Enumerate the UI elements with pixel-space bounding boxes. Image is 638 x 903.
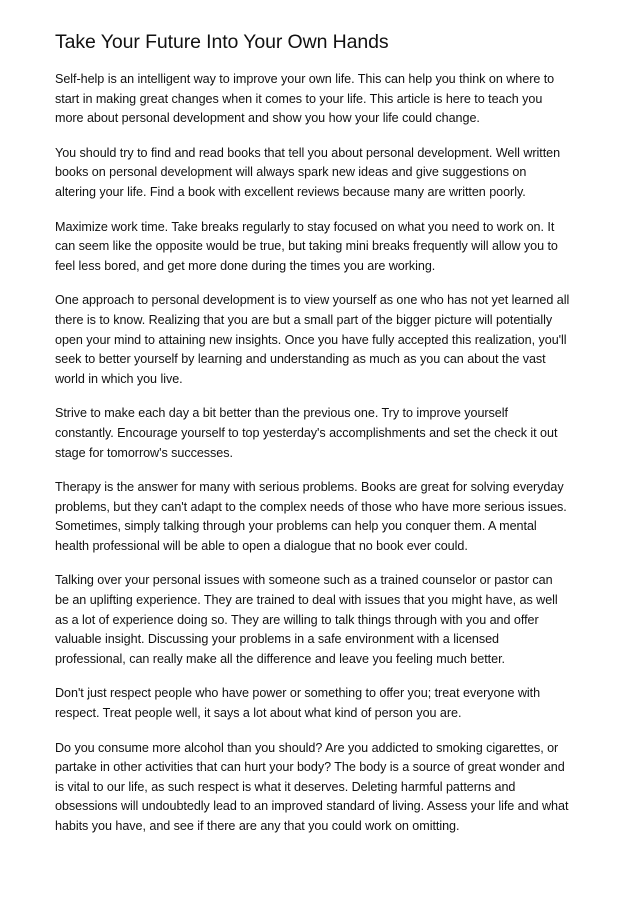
paragraph-line: Don't just respect people who have power or something to offer you; treat everyone with [55,686,541,701]
paragraph-line: Do you consume more alcohol than you should? Are you addicted to smoking cigarettes, or [55,740,559,755]
paragraph-7 [55,571,592,669]
paragraph-8 [55,684,592,723]
document-body [55,70,592,837]
paragraph-line: books on personal development will always spark new ideas and give suggestions on [55,165,527,180]
paragraph-9 [55,739,592,837]
paragraph-line: One approach to personal development is to view yourself as one who has not yet learned all [55,293,570,308]
paragraph-4 [55,291,592,389]
paragraph-line: Self-help is an intelligent way to improve your own life. This can help you think on where to [55,72,555,86]
paragraph-line: world in which you live. [55,371,183,386]
paragraph-line: professional, can really make all the difference and leave you feeling much better. [55,651,505,666]
paragraph-line: is vital to our life, as such respect is what it deserves. Deleting harmful patterns and [55,779,516,794]
paragraph-line: problems, but they can't adapt to the complex needs of those who have more serious issues. [55,499,567,514]
paragraph-line: constantly. Encourage yourself to top yesterday's accomplishments and set the check it out [55,425,558,440]
paragraph-line: partake in other activities that can hurt your body? The body is a source of great wonder and [55,760,565,775]
paragraph-line: Sometimes, simply talking through your problems can help you conquer them. A mental [55,519,537,534]
paragraph-2 [55,144,592,203]
paragraph-line: feel less bored, and get more done during the times you are working. [55,258,436,273]
paragraph-line: Therapy is the answer for many with serious problems. Books are great for solving everyday [55,480,564,495]
paragraph-line: Maximize work time. Take breaks regularly to stay focused on what you need to work on. It [55,219,555,234]
paragraph-6 [55,478,592,556]
paragraph-line: health professional will be able to open a dialogue that no book ever could. [55,538,468,553]
paragraph-line: start in making great changes when it comes to your life. This article is here to teach you [55,91,543,106]
paragraph-line: there is to know. Realizing that you are but a small part of the bigger picture will potentially [55,312,553,327]
paragraph-line: obsessions will undoubtedly lead to an improved standard of living. Assess your life and what [55,799,569,814]
paragraph-line: Strive to make each day a bit better than the previous one. Try to improve yourself [55,406,508,421]
paragraph-3 [55,218,592,277]
paragraph-line: more about personal development and show you how your life could change. [55,111,480,126]
paragraph-line: be an uplifting experience. They are trained to deal with issues that you might have, as well [55,593,558,608]
paragraph-line: Talking over your personal issues with someone such as a trained counselor or pastor can [55,573,553,588]
paragraph-line: can seem like the opposite would be true, but taking mini breaks frequently will allow you to [55,239,558,254]
paragraph-line: open your mind to attaining new insights. Once you have fully accepted this realization, you'll [55,332,567,347]
paragraph-line: respect. Treat people well, it says a lot about what kind of person you are. [55,706,462,721]
document-title: Take Your Future Into Your Own Hands [55,31,389,53]
paragraph-line: as a lot of experience doing so. They are willing to talk things through with you and offer [55,612,539,627]
paragraph-line: You should try to find and read books that tell you about personal development. Well written [55,145,561,160]
paragraph-5 [55,404,592,463]
paragraph-line: seek to better yourself by learning and understanding as much as you can about the vast [55,352,546,367]
paragraph-line: valuable insight. Discussing your problems in a safe environment with a licensed [55,632,500,647]
paragraph-line: stage for tomorrow's successes. [55,445,233,460]
paragraph-1 [55,70,592,129]
paragraph-line: habits you have, and see if there are any that you could work on omitting. [55,819,460,833]
paragraph-line: altering your life. Find a book with excellent reviews because many are written poorly. [55,184,526,199]
